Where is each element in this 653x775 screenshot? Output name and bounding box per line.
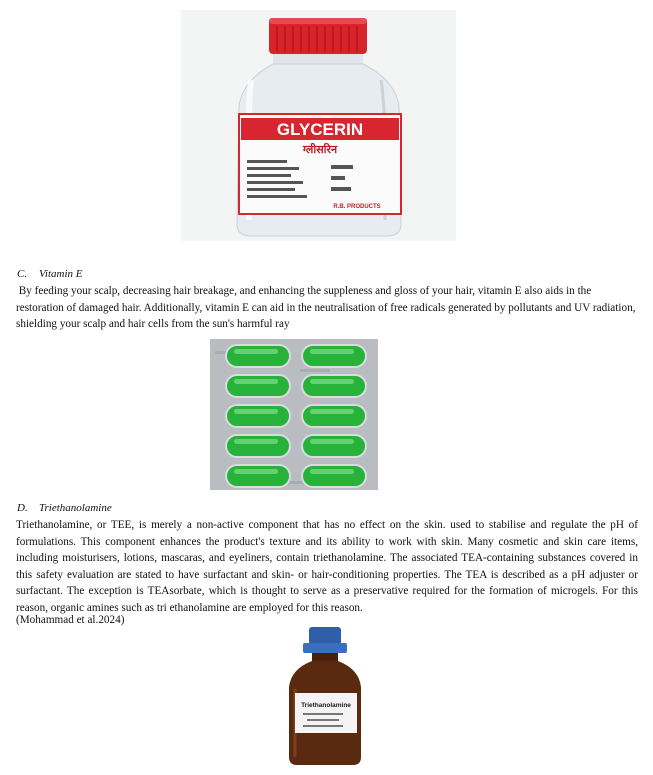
glycerin-hindi-label: ग्लीसरिन: [302, 143, 338, 156]
capsule-highlight: [234, 379, 278, 384]
capsule-highlight: [234, 409, 278, 414]
section-heading-triethanolamine: [17, 502, 112, 514]
glycerin-brand-label: GLYCERIN: [276, 120, 364, 139]
section-letter: C.: [17, 268, 28, 280]
triethanolamine-bottle-image: [281, 625, 369, 767]
section-letter: D.: [17, 502, 28, 514]
capsule-highlight: [310, 349, 354, 354]
capsule-highlight: [234, 439, 278, 444]
capsule: [302, 405, 366, 427]
capsule: [302, 435, 366, 457]
capsule-highlight: [310, 409, 354, 414]
capsule: [302, 345, 366, 367]
capsule: [302, 465, 366, 487]
capsule: [226, 375, 290, 397]
glycerin-bottle-image: [181, 10, 456, 241]
capsule: [226, 405, 290, 427]
capsule-highlight: [310, 379, 354, 384]
vitamin-e-capsules-image: [210, 339, 378, 490]
glycerin-maker-label: R.B. PRODUCTS: [333, 204, 381, 210]
capsule: [226, 435, 290, 457]
capsule: [226, 465, 290, 487]
capsule-highlight: [310, 469, 354, 474]
section-title: Vitamin E: [39, 268, 83, 280]
triethanolamine-paragraph: Triethanolamine, or TEE, is merely a non-active component that has no effect on the skin. used to stabilise and regulate the pH of formulations. This component enhances the product's texture and its ability to work with skin. Many cosmetic and skin care items, including moisturisers, lotions, mascaras, and eyeliners, contain triethanolamine. The associated TEA-containing substances covered in this safety evaluation are stated to have surfactant and skin- or hair-conditioning properties. The TEA is described as a pH adjuster or surfactant. The exception is TEAsorbate, which is thought to serve as a preservative required for the formation of microgels. For this reason, organic amines such as tri ethanolamine are employed for this reason.: [16, 519, 638, 614]
capsule: [226, 345, 290, 367]
section-heading-vitamin-e: [17, 268, 82, 280]
vitamin-e-paragraph: By feeding your scalp, decreasing hair breakage, and enhancing the suppleness and gloss of your hair, vitamin E also aids in the restoration of damaged hair. Additionally, vitamin E can aid in the neutralisation of free radicals generated by pollutants and UV radiation, shielding your scalp and hair cells from the sun's harmful ray: [16, 285, 639, 331]
capsule-highlight: [234, 469, 278, 474]
capsule-highlight: [310, 439, 354, 444]
capsule-highlight: [234, 349, 278, 354]
tea-label-name: Triethanolamine: [301, 702, 351, 709]
citation: (Mohammad et al.2024): [16, 614, 125, 626]
capsule: [302, 375, 366, 397]
section-title: Triethanolamine: [39, 502, 112, 514]
